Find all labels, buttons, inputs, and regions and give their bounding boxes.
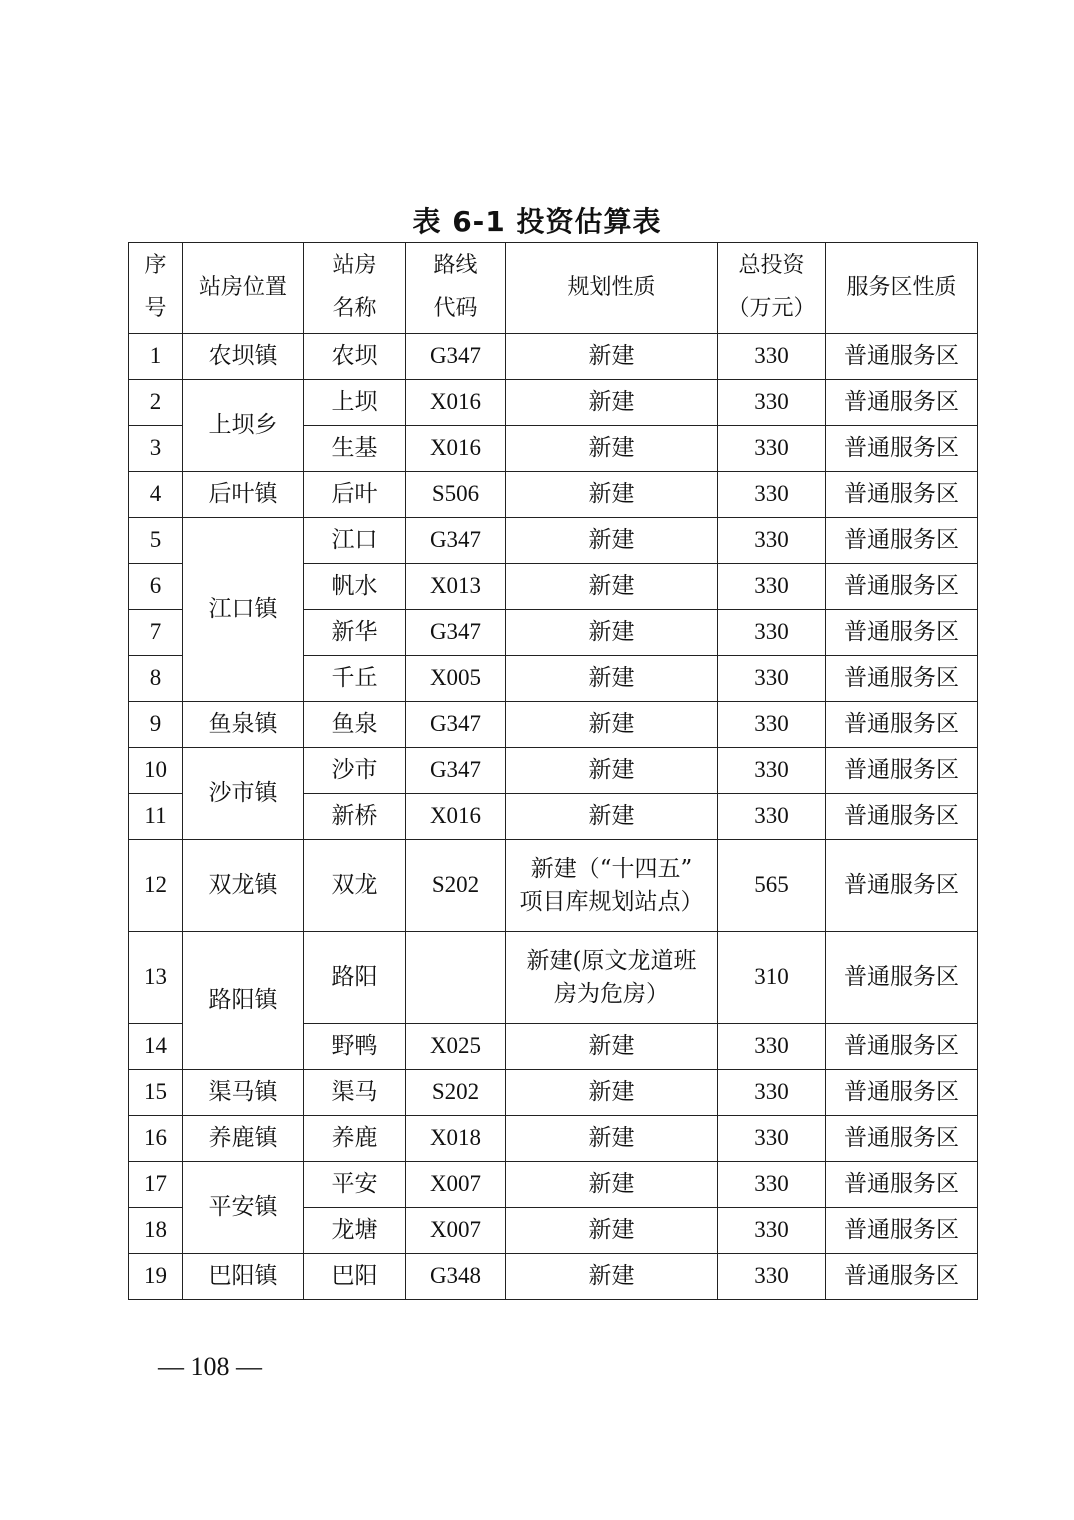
cell-station-name: 生基 [304, 426, 406, 472]
cell-station-name: 平安 [304, 1162, 406, 1208]
investment-estimate-table [128, 242, 978, 1300]
cell-investment: 565 [718, 840, 826, 932]
cell-service-type: 普通服务区 [826, 1116, 978, 1162]
cell-station-name: 鱼泉 [304, 702, 406, 748]
cell-plan-nature: 新建 [506, 564, 718, 610]
cell-route-code: X025 [406, 1024, 506, 1070]
cell-plan-nature: 新建 [506, 1162, 718, 1208]
cell-service-type: 普通服务区 [826, 472, 978, 518]
cell-investment: 330 [718, 564, 826, 610]
cell-route-code: S202 [406, 840, 506, 932]
header-plan-nature: 规划性质 [506, 243, 718, 334]
cell-station-name: 双龙 [304, 840, 406, 932]
cell-service-type: 普通服务区 [826, 334, 978, 380]
cell-investment: 330 [718, 426, 826, 472]
cell-investment: 330 [718, 1162, 826, 1208]
cell-seq: 6 [129, 564, 183, 610]
cell-route-code: G347 [406, 334, 506, 380]
cell-investment: 330 [718, 334, 826, 380]
cell-station-name: 巴阳 [304, 1254, 406, 1300]
cell-investment: 310 [718, 932, 826, 1024]
cell-service-type: 普通服务区 [826, 564, 978, 610]
cell-seq: 14 [129, 1024, 183, 1070]
cell-location: 农坝镇 [183, 334, 304, 380]
cell-plan-nature: 新建 [506, 1116, 718, 1162]
cell-service-type: 普通服务区 [826, 1070, 978, 1116]
cell-investment: 330 [718, 610, 826, 656]
cell-station-name: 新华 [304, 610, 406, 656]
cell-station-name: 后叶 [304, 472, 406, 518]
cell-seq: 3 [129, 426, 183, 472]
cell-investment: 330 [718, 518, 826, 564]
cell-seq: 17 [129, 1162, 183, 1208]
table-caption: 表 6-1 投资估算表 [412, 205, 662, 238]
cell-station-name: 新桥 [304, 794, 406, 840]
cell-investment: 330 [718, 1208, 826, 1254]
cell-investment: 330 [718, 794, 826, 840]
cell-station-name: 江口 [304, 518, 406, 564]
table-row [129, 1116, 978, 1162]
cell-route-code: X016 [406, 426, 506, 472]
cell-route-code: X016 [406, 794, 506, 840]
table-row [129, 380, 978, 426]
cell-location: 沙市镇 [183, 748, 304, 840]
cell-service-type: 普通服务区 [826, 840, 978, 932]
cell-investment: 330 [718, 1116, 826, 1162]
cell-service-type: 普通服务区 [826, 1162, 978, 1208]
cell-plan-nature: 新建 [506, 1024, 718, 1070]
cell-route-code: G347 [406, 702, 506, 748]
cell-location: 渠马镇 [183, 1070, 304, 1116]
table-row [129, 334, 978, 380]
cell-investment: 330 [718, 1254, 826, 1300]
table-row [129, 1162, 978, 1208]
cell-investment: 330 [718, 656, 826, 702]
cell-route-code: X013 [406, 564, 506, 610]
header-total-investment: 总投资 （万元） [718, 243, 826, 334]
cell-investment: 330 [718, 1024, 826, 1070]
cell-seq: 16 [129, 1116, 183, 1162]
cell-location: 巴阳镇 [183, 1254, 304, 1300]
cell-seq: 4 [129, 472, 183, 518]
cell-route-code: X018 [406, 1116, 506, 1162]
cell-plan-nature: 新建 [506, 334, 718, 380]
cell-seq: 10 [129, 748, 183, 794]
cell-service-type: 普通服务区 [826, 380, 978, 426]
cell-plan-nature: 新建 [506, 794, 718, 840]
cell-plan-nature: 新建 [506, 1254, 718, 1300]
cell-plan-nature: 新建 [506, 1070, 718, 1116]
table-row [129, 1254, 978, 1300]
table-row [129, 518, 978, 564]
header-service-type: 服务区性质 [826, 243, 978, 334]
cell-station-name: 帆水 [304, 564, 406, 610]
cell-investment: 330 [718, 702, 826, 748]
cell-service-type: 普通服务区 [826, 748, 978, 794]
cell-route-code: S202 [406, 1070, 506, 1116]
cell-seq: 5 [129, 518, 183, 564]
page-number: — 108 — [158, 1352, 262, 1381]
table-row [129, 840, 978, 932]
cell-location: 江口镇 [183, 518, 304, 702]
cell-service-type: 普通服务区 [826, 1208, 978, 1254]
cell-service-type: 普通服务区 [826, 702, 978, 748]
cell-station-name: 养鹿 [304, 1116, 406, 1162]
cell-station-name: 路阳 [304, 932, 406, 1024]
cell-route-code: X007 [406, 1208, 506, 1254]
cell-plan-nature: 新建（“十四五” 项目库规划站点） [506, 840, 718, 932]
cell-station-name: 渠马 [304, 1070, 406, 1116]
cell-station-name: 农坝 [304, 334, 406, 380]
header-station-name: 站房 名称 [304, 243, 406, 334]
cell-plan-nature: 新建 [506, 702, 718, 748]
cell-plan-nature: 新建 [506, 1208, 718, 1254]
cell-service-type: 普通服务区 [826, 1024, 978, 1070]
cell-seq: 11 [129, 794, 183, 840]
header-location: 站房位置 [183, 243, 304, 334]
cell-seq: 18 [129, 1208, 183, 1254]
cell-station-name: 野鸭 [304, 1024, 406, 1070]
cell-route-code: X007 [406, 1162, 506, 1208]
cell-station-name: 上坝 [304, 380, 406, 426]
cell-service-type: 普通服务区 [826, 518, 978, 564]
header-route-code: 路线 代码 [406, 243, 506, 334]
cell-plan-nature: 新建 [506, 426, 718, 472]
cell-service-type: 普通服务区 [826, 794, 978, 840]
cell-service-type: 普通服务区 [826, 426, 978, 472]
cell-station-name: 千丘 [304, 656, 406, 702]
cell-seq: 12 [129, 840, 183, 932]
cell-plan-nature: 新建 [506, 748, 718, 794]
cell-location: 养鹿镇 [183, 1116, 304, 1162]
cell-route-code: X005 [406, 656, 506, 702]
cell-seq: 2 [129, 380, 183, 426]
table-row [129, 748, 978, 794]
table-row [129, 702, 978, 748]
cell-investment: 330 [718, 1070, 826, 1116]
cell-investment: 330 [718, 472, 826, 518]
cell-investment: 330 [718, 748, 826, 794]
cell-location: 上坝乡 [183, 380, 304, 472]
cell-seq: 9 [129, 702, 183, 748]
cell-route-code: S506 [406, 472, 506, 518]
cell-plan-nature: 新建 [506, 610, 718, 656]
cell-seq: 8 [129, 656, 183, 702]
cell-seq: 13 [129, 932, 183, 1024]
cell-investment: 330 [718, 380, 826, 426]
cell-route-code: G348 [406, 1254, 506, 1300]
cell-route-code: G347 [406, 610, 506, 656]
cell-seq: 19 [129, 1254, 183, 1300]
cell-station-name: 龙塘 [304, 1208, 406, 1254]
cell-plan-nature: 新建(原文龙道班 房为危房） [506, 932, 718, 1024]
cell-location: 鱼泉镇 [183, 702, 304, 748]
cell-location: 路阳镇 [183, 932, 304, 1070]
cell-route-code: G347 [406, 748, 506, 794]
cell-plan-nature: 新建 [506, 472, 718, 518]
cell-plan-nature: 新建 [506, 380, 718, 426]
table-row [129, 472, 978, 518]
cell-seq: 1 [129, 334, 183, 380]
cell-route-code: G347 [406, 518, 506, 564]
cell-service-type: 普通服务区 [826, 932, 978, 1024]
cell-seq: 7 [129, 610, 183, 656]
cell-plan-nature: 新建 [506, 518, 718, 564]
cell-service-type: 普通服务区 [826, 656, 978, 702]
cell-plan-nature: 新建 [506, 656, 718, 702]
cell-location: 后叶镇 [183, 472, 304, 518]
cell-service-type: 普通服务区 [826, 1254, 978, 1300]
table-header-row [129, 243, 978, 334]
header-seq: 序 号 [129, 243, 183, 334]
table-row [129, 1070, 978, 1116]
cell-route-code [406, 932, 506, 1024]
cell-location: 平安镇 [183, 1162, 304, 1254]
cell-location: 双龙镇 [183, 840, 304, 932]
cell-service-type: 普通服务区 [826, 610, 978, 656]
cell-station-name: 沙市 [304, 748, 406, 794]
cell-seq: 15 [129, 1070, 183, 1116]
cell-route-code: X016 [406, 380, 506, 426]
table-row [129, 932, 978, 1024]
